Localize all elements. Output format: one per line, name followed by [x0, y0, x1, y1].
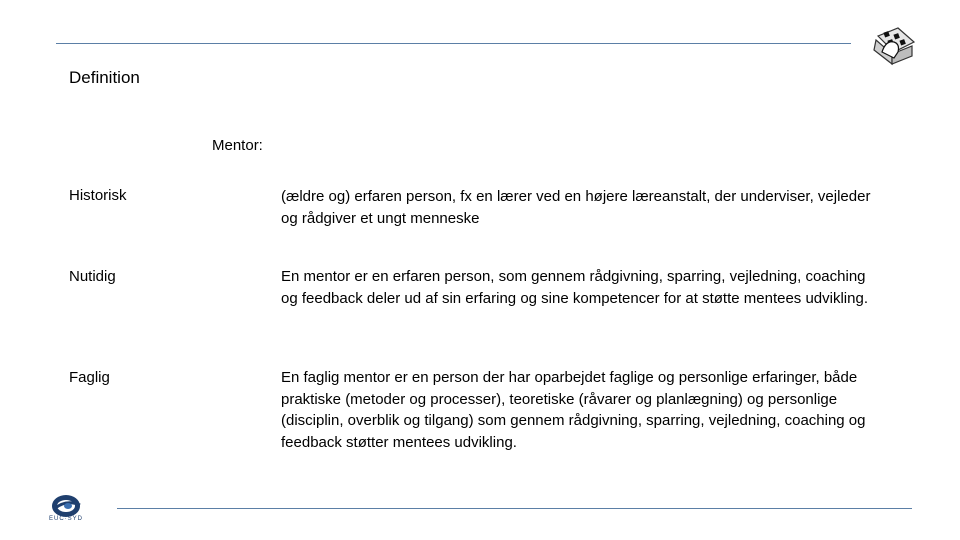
- definition-historisk: (ældre og) erfaren person, fx en lærer ved en højere læreanstalt, der underviser, vejleder og rådgiver et ungt menneske: [281, 188, 871, 227]
- page-title: Definition: [69, 68, 140, 87]
- term-historisk: Historisk: [69, 187, 127, 204]
- definition-faglig: En faglig mentor er en person der har oparbejdet faglige og personlige erfaringer, både praktiske (metoder og processer), teoretiske (råvarer og planlægning) og personlige (disciplin, overblik og tilgang) som gennem rådgivning, sparring, vejledning, coaching og feedback støtter mentees udvikling.: [281, 369, 866, 451]
- term-nutidig: Nutidig: [69, 268, 116, 285]
- footer-logo-text: EUC·SYD: [48, 516, 83, 522]
- term-faglig: Faglig: [69, 369, 110, 386]
- top-divider: [56, 43, 851, 44]
- subheading: Mentor:: [212, 137, 263, 154]
- definition-nutidig: En mentor er en erfaren person, som gennem rådgivning, sparring, vejledning, coaching og feedback deler ud af sin erfaring og sine kompetencer for at støtte mentees udvikling.: [281, 268, 868, 307]
- bottom-divider: [117, 508, 912, 509]
- chess-knight-icon: [868, 22, 920, 70]
